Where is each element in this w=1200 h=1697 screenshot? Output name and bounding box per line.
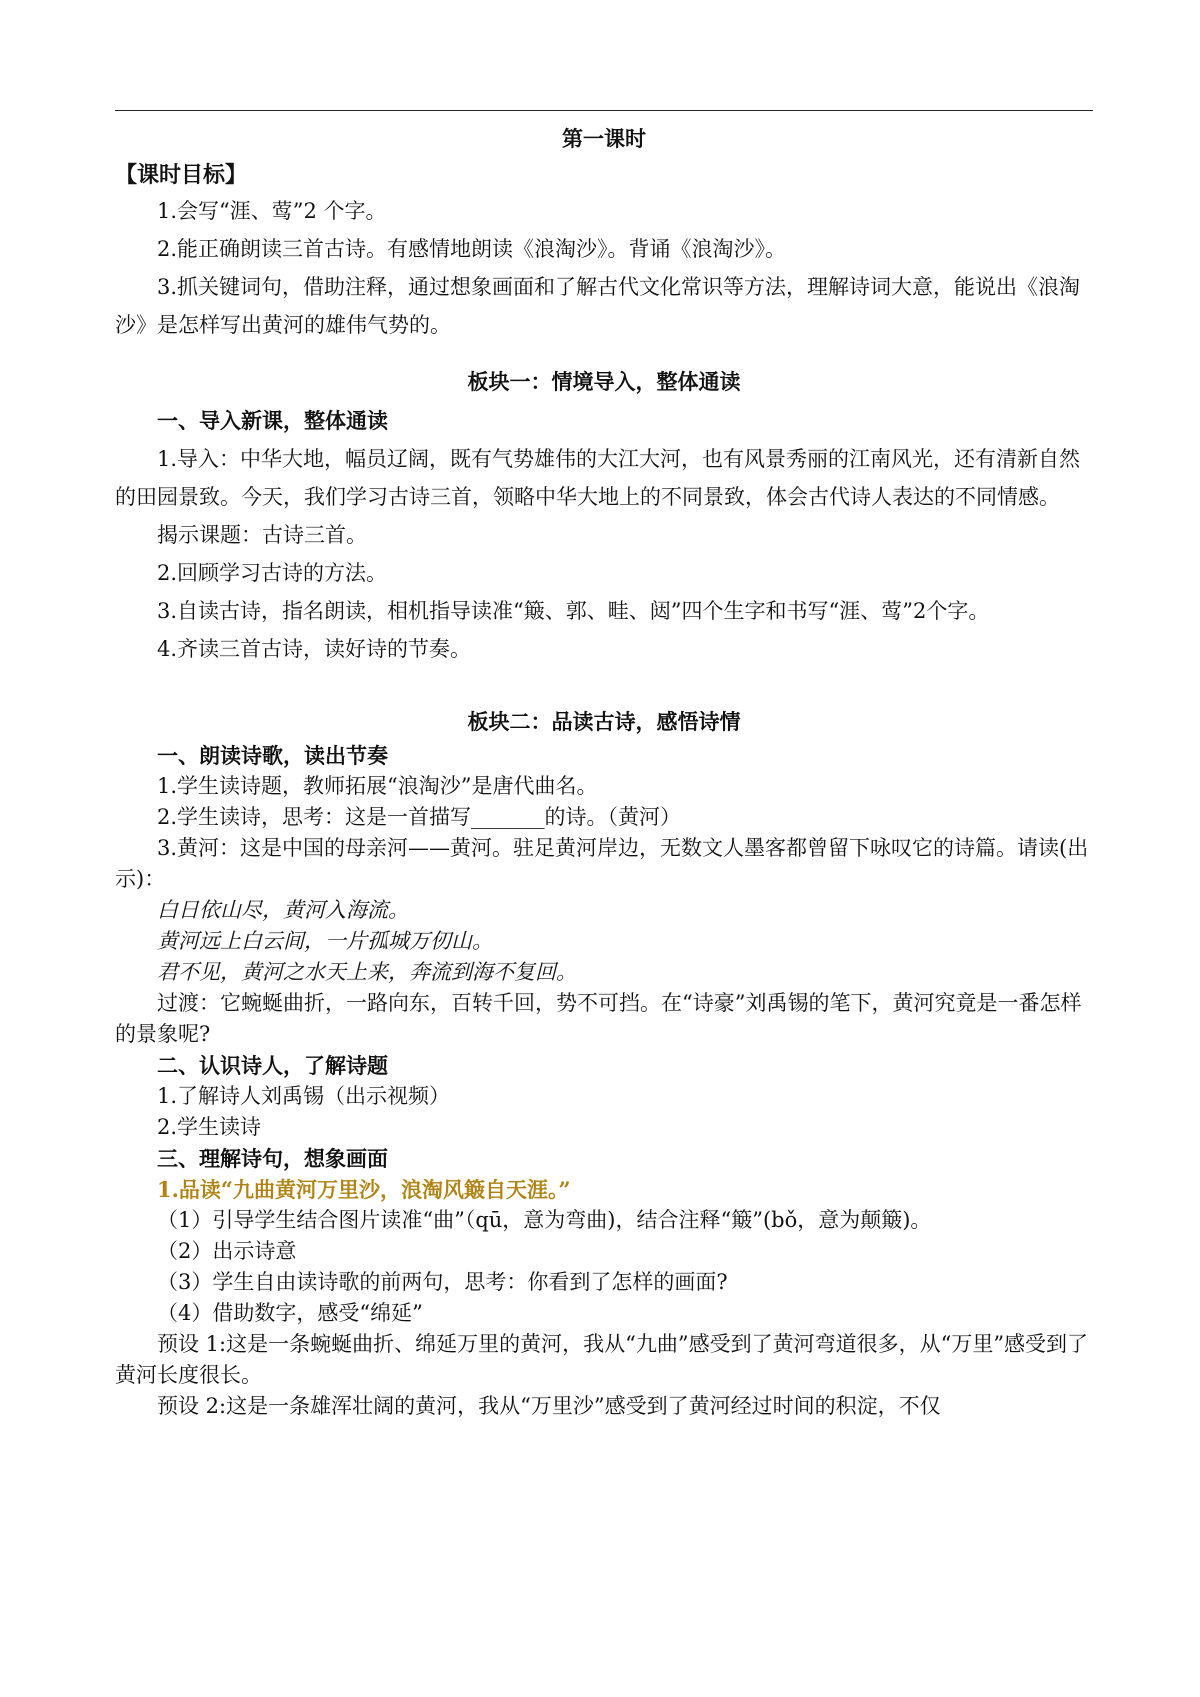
quoted-verse: 君不见，黄河之水天上来，奔流到海不复回。 xyxy=(157,960,577,984)
section2-subheading: 二、认识诗人，了解诗题 xyxy=(157,1053,388,1078)
paragraph: 1.学生读诗题，教师拓展“浪淘沙”是唐代曲名。 xyxy=(157,774,598,798)
paragraph: 预设 2:这是一条雄浑壮阔的黄河，我从“万里沙”感受到了黄河经过时间的积淀，不仅 xyxy=(157,1394,941,1418)
lesson-title: 第一课时 xyxy=(562,126,646,151)
section1-title: 板块一：情境导入，整体通读 xyxy=(467,369,741,394)
section2-title: 板块二：品读古诗，感悟诗情 xyxy=(467,709,741,734)
section1-subheading: 一、导入新课，整体通读 xyxy=(157,408,388,433)
paragraph: 3.黄河：这是中国的母亲河——黄河。驻足黄河岸边，无数文人墨客都曾留下咏叹它的诗篇。请读(出示)： xyxy=(115,836,1089,891)
paragraph: 2.学生读诗，思考：这是一首描写_______的诗。（黄河） xyxy=(157,805,682,829)
objective-item: 1.会写“涯、莺”2 个字。 xyxy=(157,199,387,223)
paragraph: 2.学生读诗 xyxy=(157,1115,262,1139)
step-item: （3）学生自由读诗歌的前两句，思考：你看到了怎样的画面? xyxy=(157,1270,728,1294)
quoted-verse: 黄河远上白云间，一片孤城万仞山。 xyxy=(157,929,493,953)
objective-item: 2.能正确朗读三首古诗。有感情地朗读《浪淘沙》。背诵《浪淘沙》。 xyxy=(157,237,787,261)
paragraph: 1.导入：中华大地，幅员辽阔，既有气势雄伟的大江大河，也有风景秀丽的江南风光，还有清新自然的田园景致。今天，我们学习古诗三首，领略中华大地上的不同景致，体会古代诗人表达的不同情感。 xyxy=(115,447,1081,509)
document-page xyxy=(115,120,1093,1422)
paragraph: 过渡：它蜿蜒曲折，一路向东，百转千回，势不可挡。在“诗豪”刘禹锡的笔下，黄河究竟是一番怎样的景象呢? xyxy=(115,991,1082,1046)
paragraph: 2.回顾学习古诗的方法。 xyxy=(157,561,388,585)
step-item: （2）出示诗意 xyxy=(157,1239,297,1263)
objectives-heading: 【课时目标】 xyxy=(115,162,248,188)
paragraph: 4.齐读三首古诗，读好诗的节奏。 xyxy=(157,637,472,661)
section2-subheading: 一、朗读诗歌，读出节奏 xyxy=(157,743,388,768)
step-item: （1）引导学生结合图片读准“曲”（qū，意为弯曲)，结合注释“簸”(bǒ，意为颠簸)。 xyxy=(157,1208,932,1232)
highlighted-poem-line: 1.品读“九曲黄河万里沙，浪淘风簸自天涯。” xyxy=(157,1177,571,1202)
header-rule xyxy=(115,110,1093,111)
paragraph: 1.了解诗人刘禹锡（出示视频） xyxy=(157,1084,451,1108)
paragraph: 揭示课题：古诗三首。 xyxy=(157,523,367,547)
paragraph: 预设 1:这是一条蜿蜒曲折、绵延万里的黄河，我从“九曲”感受到了黄河弯道很多，从“万里”感受到了黄河长度很长。 xyxy=(115,1332,1089,1387)
paragraph: 3.自读古诗，指名朗读，相机指导读准“簸、郭、畦、闼”四个生字和书写“涯、莺”2个字。 xyxy=(157,599,990,623)
objective-item: 3.抓关键词句，借助注释，通过想象画面和了解古代文化常识等方法，理解诗词大意，能说出《浪淘沙》是怎样写出黄河的雄伟气势的。 xyxy=(115,275,1081,337)
step-item: （4）借助数字，感受“绵延” xyxy=(157,1301,423,1325)
section2-subheading: 三、理解诗句，想象画面 xyxy=(157,1146,388,1171)
quoted-verse: 白日依山尽，黄河入海流。 xyxy=(157,898,409,922)
